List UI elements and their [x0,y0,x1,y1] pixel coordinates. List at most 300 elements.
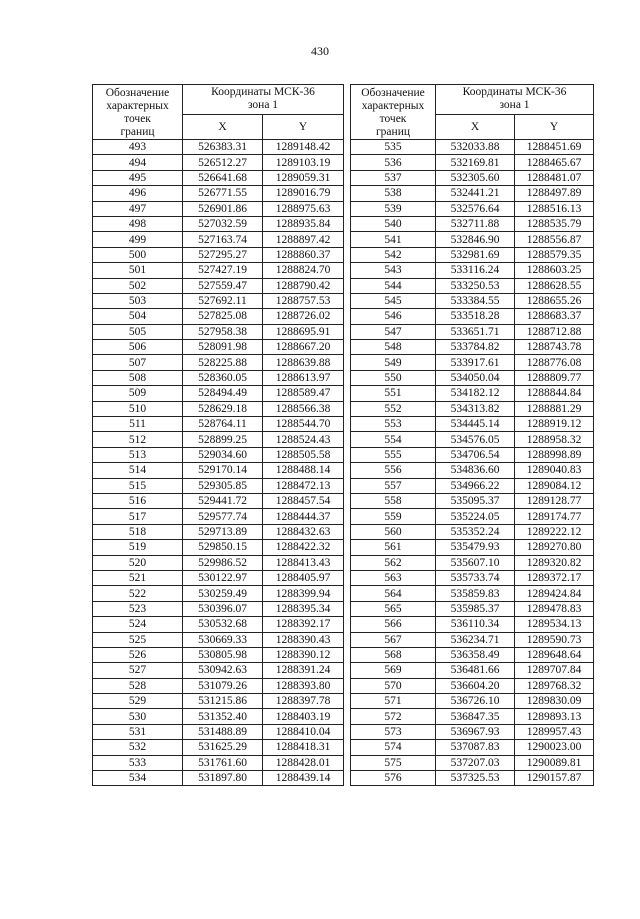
x-coordinate-cell: 530669.33 [183,632,263,647]
point-number-cell: 495 [93,170,183,185]
x-coordinate-cell: 526641.68 [183,170,263,185]
point-number-cell: 506 [93,340,183,355]
x-coordinate-cell: 536847.35 [436,709,515,724]
x-coordinate-cell: 535352.24 [436,524,515,539]
x-coordinate-cell: 532981.69 [436,247,515,262]
x-coordinate-cell: 535224.05 [436,509,515,524]
point-number-cell: 548 [351,340,436,355]
table-row [351,293,594,308]
x-coordinate-cell: 532169.81 [436,155,515,170]
x-coordinate-cell: 536726.10 [436,694,515,709]
table-row [93,755,344,770]
y-coordinate-cell: 1288628.55 [515,278,594,293]
x-coordinate-cell: 536234.71 [436,632,515,647]
point-number-cell: 537 [351,170,436,185]
x-coordinate-cell: 530942.63 [183,663,263,678]
y-coordinate-cell: 1288524.43 [263,432,344,447]
x-coordinate-cell: 527163.74 [183,232,263,247]
x-coordinate-cell: 526901.86 [183,201,263,216]
y-coordinate-cell: 1288613.97 [263,370,344,385]
table-row [351,140,594,155]
table-row [93,263,344,278]
table-row [93,293,344,308]
y-coordinate-cell: 1288655.26 [515,293,594,308]
point-label-header: Обозначение характерных точек границ [93,85,183,140]
x-coordinate-cell: 534445.14 [436,417,515,432]
table-row [351,355,594,370]
table-row [351,263,594,278]
x-coordinate-cell: 529850.15 [183,540,263,555]
table-row [351,709,594,724]
y-coordinate-cell: 1288465.67 [515,155,594,170]
point-number-cell: 502 [93,278,183,293]
table-row [351,432,594,447]
point-number-cell: 571 [351,694,436,709]
y-coordinate-cell: 1288418.31 [263,740,344,755]
table-row [93,740,344,755]
table-row [93,724,344,739]
x-coordinate-cell: 536110.34 [436,617,515,632]
x-coordinate-cell: 528764.11 [183,417,263,432]
point-number-cell: 509 [93,386,183,401]
table-row [93,570,344,585]
coordinates-header: Координаты МСК-36 зона 1 [436,85,594,115]
point-number-cell: 512 [93,432,183,447]
table-row [93,632,344,647]
x-coordinate-cell: 531215.86 [183,694,263,709]
x-coordinate-cell: 529713.89 [183,524,263,539]
point-number-cell: 533 [93,755,183,770]
y-coordinate-cell: 1288472.13 [263,478,344,493]
x-coordinate-cell: 534836.60 [436,463,515,478]
point-number-cell: 574 [351,740,436,755]
x-coordinate-cell: 529441.72 [183,493,263,508]
point-number-cell: 575 [351,755,436,770]
point-number-cell: 535 [351,140,436,155]
table-row [93,509,344,524]
point-number-cell: 505 [93,324,183,339]
x-coordinate-cell: 532441.21 [436,186,515,201]
x-coordinate-cell: 528225.88 [183,355,263,370]
x-header: X [183,114,263,139]
y-coordinate-cell: 1289103.19 [263,155,344,170]
point-number-cell: 496 [93,186,183,201]
point-number-cell: 539 [351,201,436,216]
table-row [93,771,344,786]
y-coordinate-cell: 1288390.43 [263,632,344,647]
table-row [351,601,594,616]
x-coordinate-cell: 535733.74 [436,570,515,585]
x-coordinate-cell: 530122.97 [183,570,263,585]
table-row [93,493,344,508]
y-coordinate-cell: 1288919.12 [515,417,594,432]
y-coordinate-cell: 1288603.25 [515,263,594,278]
table-row [351,386,594,401]
point-number-cell: 542 [351,247,436,262]
y-coordinate-cell: 1288935.84 [263,216,344,231]
y-coordinate-cell: 1288397.78 [263,694,344,709]
x-coordinate-cell: 531761.60 [183,755,263,770]
y-coordinate-cell: 1288410.04 [263,724,344,739]
point-number-cell: 507 [93,355,183,370]
y-coordinate-cell: 1288497.89 [515,186,594,201]
x-coordinate-cell: 531625.29 [183,740,263,755]
y-coordinate-cell: 1288399.94 [263,586,344,601]
x-coordinate-cell: 526383.31 [183,140,263,155]
y-header: Y [263,114,344,139]
y-coordinate-cell: 1289174.77 [515,509,594,524]
x-coordinate-cell: 528360.05 [183,370,263,385]
point-number-cell: 494 [93,155,183,170]
y-coordinate-cell: 1288695.91 [263,324,344,339]
table-row [93,601,344,616]
point-number-cell: 515 [93,478,183,493]
table-row [93,417,344,432]
table-row [93,232,344,247]
y-coordinate-cell: 1288881.29 [515,401,594,416]
x-coordinate-cell: 535479.93 [436,540,515,555]
y-coordinate-cell: 1288743.78 [515,340,594,355]
x-coordinate-cell: 536358.49 [436,647,515,662]
point-number-cell: 561 [351,540,436,555]
point-number-cell: 557 [351,478,436,493]
point-number-cell: 543 [351,263,436,278]
table-row [93,278,344,293]
x-coordinate-cell: 533518.28 [436,309,515,324]
table-row [351,617,594,632]
point-number-cell: 565 [351,601,436,616]
y-coordinate-cell: 1288516.13 [515,201,594,216]
x-coordinate-cell: 531897.80 [183,771,263,786]
y-coordinate-cell: 1289320.82 [515,555,594,570]
table-row [93,370,344,385]
table-row [93,555,344,570]
table-row [93,524,344,539]
point-number-cell: 541 [351,232,436,247]
point-number-cell: 501 [93,263,183,278]
x-coordinate-cell: 532305.60 [436,170,515,185]
x-coordinate-cell: 530532.68 [183,617,263,632]
y-coordinate-cell: 1288413.43 [263,555,344,570]
x-coordinate-cell: 533784.82 [436,340,515,355]
point-number-cell: 522 [93,586,183,601]
table-row [93,324,344,339]
x-coordinate-cell: 527692.11 [183,293,263,308]
table-row [93,140,344,155]
y-coordinate-cell: 1288683.37 [515,309,594,324]
table-row [351,724,594,739]
x-coordinate-cell: 531488.89 [183,724,263,739]
x-coordinate-cell: 529577.74 [183,509,263,524]
point-number-cell: 567 [351,632,436,647]
point-number-cell: 514 [93,463,183,478]
x-coordinate-cell: 534050.04 [436,370,515,385]
point-number-cell: 544 [351,278,436,293]
table-row [351,632,594,647]
table-row [351,663,594,678]
x-coordinate-cell: 532576.64 [436,201,515,216]
table-row [351,278,594,293]
y-coordinate-cell: 1288790.42 [263,278,344,293]
y-coordinate-cell: 1289534.13 [515,617,594,632]
y-coordinate-cell: 1288958.32 [515,432,594,447]
table-row [351,340,594,355]
x-coordinate-cell: 534966.22 [436,478,515,493]
table-row [93,401,344,416]
point-number-cell: 556 [351,463,436,478]
x-coordinate-cell: 527958.38 [183,324,263,339]
x-coordinate-cell: 527825.08 [183,309,263,324]
table-row [93,694,344,709]
point-number-cell: 546 [351,309,436,324]
point-number-cell: 521 [93,570,183,585]
y-coordinate-cell: 1289590.73 [515,632,594,647]
x-coordinate-cell: 534706.54 [436,447,515,462]
x-coordinate-cell: 535607.10 [436,555,515,570]
point-number-cell: 566 [351,617,436,632]
y-coordinate-cell: 1289478.83 [515,601,594,616]
y-coordinate-cell: 1290023.00 [515,740,594,755]
x-coordinate-cell: 527559.47 [183,278,263,293]
table-row [93,463,344,478]
x-coordinate-cell: 527032.59 [183,216,263,231]
x-coordinate-cell: 534313.82 [436,401,515,416]
table-row [351,570,594,585]
table-row [93,478,344,493]
y-coordinate-cell: 1288712.88 [515,324,594,339]
y-coordinate-cell: 1288726.02 [263,309,344,324]
y-coordinate-cell: 1289084.12 [515,478,594,493]
point-number-cell: 498 [93,216,183,231]
point-number-cell: 528 [93,678,183,693]
y-coordinate-cell: 1288556.87 [515,232,594,247]
point-number-cell: 527 [93,663,183,678]
table-row [351,463,594,478]
table-row [351,478,594,493]
point-number-cell: 563 [351,570,436,585]
table-row [93,386,344,401]
table-row [351,771,594,786]
table-row [351,417,594,432]
y-coordinate-cell: 1289372.17 [515,570,594,585]
table-row [93,340,344,355]
y-coordinate-cell: 1289016.79 [263,186,344,201]
x-coordinate-cell: 535859.83 [436,586,515,601]
y-coordinate-cell: 1290157.87 [515,771,594,786]
y-coordinate-cell: 1288481.07 [515,170,594,185]
point-number-cell: 530 [93,709,183,724]
point-number-cell: 520 [93,555,183,570]
point-number-cell: 553 [351,417,436,432]
coordinates-table-right [350,84,594,786]
table-row [93,216,344,231]
y-coordinate-cell: 1288428.01 [263,755,344,770]
point-number-cell: 545 [351,293,436,308]
y-coordinate-cell: 1288451.69 [515,140,594,155]
page-number: 430 [311,44,329,58]
point-number-cell: 511 [93,417,183,432]
table-row [351,647,594,662]
point-number-cell: 536 [351,155,436,170]
y-coordinate-cell: 1289648.64 [515,647,594,662]
table-row [93,540,344,555]
point-number-cell: 508 [93,370,183,385]
x-coordinate-cell: 533651.71 [436,324,515,339]
table-row [93,247,344,262]
table-row [93,586,344,601]
table-row [93,170,344,185]
y-coordinate-cell: 1288535.79 [515,216,594,231]
x-coordinate-cell: 536481.66 [436,663,515,678]
coordinates-table-left [92,84,344,786]
x-coordinate-cell: 532033.88 [436,140,515,155]
table-row [351,694,594,709]
x-coordinate-cell: 528091.98 [183,340,263,355]
point-number-cell: 547 [351,324,436,339]
table-row [351,740,594,755]
table-row [93,309,344,324]
table-row [351,586,594,601]
point-number-cell: 534 [93,771,183,786]
y-coordinate-cell: 1288395.34 [263,601,344,616]
point-number-cell: 559 [351,509,436,524]
x-coordinate-cell: 529986.52 [183,555,263,570]
x-coordinate-cell: 534182.12 [436,386,515,401]
point-number-cell: 513 [93,447,183,462]
x-coordinate-cell: 530805.98 [183,647,263,662]
x-coordinate-cell: 531352.40 [183,709,263,724]
y-coordinate-cell: 1288975.63 [263,201,344,216]
x-coordinate-cell: 533917.61 [436,355,515,370]
table-row [351,509,594,524]
point-number-cell: 538 [351,186,436,201]
y-coordinate-cell: 1288439.14 [263,771,344,786]
y-coordinate-cell: 1288457.54 [263,493,344,508]
point-number-cell: 517 [93,509,183,524]
table-body [351,140,594,786]
x-coordinate-cell: 537207.03 [436,755,515,770]
point-number-cell: 493 [93,140,183,155]
point-number-cell: 531 [93,724,183,739]
y-coordinate-cell: 1288544.70 [263,417,344,432]
point-number-cell: 503 [93,293,183,308]
x-coordinate-cell: 536967.93 [436,724,515,739]
y-coordinate-cell: 1290089.81 [515,755,594,770]
point-number-cell: 569 [351,663,436,678]
point-number-cell: 504 [93,309,183,324]
x-coordinate-cell: 534576.05 [436,432,515,447]
y-coordinate-cell: 1288860.37 [263,247,344,262]
y-coordinate-cell: 1289128.77 [515,493,594,508]
table-row [351,755,594,770]
x-coordinate-cell: 527295.27 [183,247,263,262]
x-coordinate-cell: 533116.24 [436,263,515,278]
point-number-cell: 532 [93,740,183,755]
point-number-cell: 562 [351,555,436,570]
point-number-cell: 568 [351,647,436,662]
point-number-cell: 570 [351,678,436,693]
y-header: Y [515,114,594,139]
table-row [93,355,344,370]
y-coordinate-cell: 1289830.09 [515,694,594,709]
x-coordinate-cell: 535985.37 [436,601,515,616]
coordinates-header: Координаты МСК-36 зона 1 [183,85,344,115]
point-number-cell: 525 [93,632,183,647]
table-row [351,678,594,693]
point-number-cell: 540 [351,216,436,231]
y-coordinate-cell: 1289707.84 [515,663,594,678]
point-number-cell: 500 [93,247,183,262]
y-coordinate-cell: 1288393.80 [263,678,344,693]
y-coordinate-cell: 1289768.32 [515,678,594,693]
x-coordinate-cell: 527427.19 [183,263,263,278]
point-number-cell: 510 [93,401,183,416]
y-coordinate-cell: 1288488.14 [263,463,344,478]
table-row [93,186,344,201]
table-row [93,432,344,447]
table-row [93,447,344,462]
y-coordinate-cell: 1288757.53 [263,293,344,308]
y-coordinate-cell: 1288566.38 [263,401,344,416]
y-coordinate-cell: 1289270.80 [515,540,594,555]
point-number-cell: 551 [351,386,436,401]
y-coordinate-cell: 1288405.97 [263,570,344,585]
point-number-cell: 552 [351,401,436,416]
x-coordinate-cell: 528899.25 [183,432,263,447]
x-coordinate-cell: 530396.07 [183,601,263,616]
point-number-cell: 499 [93,232,183,247]
table-row [93,678,344,693]
point-number-cell: 524 [93,617,183,632]
table-row [351,201,594,216]
point-number-cell: 572 [351,709,436,724]
x-coordinate-cell: 533250.53 [436,278,515,293]
table-row [93,201,344,216]
point-label-header: Обозначение характерных точек границ [351,85,436,140]
y-coordinate-cell: 1289040.83 [515,463,594,478]
point-number-cell: 497 [93,201,183,216]
x-coordinate-cell: 532846.90 [436,232,515,247]
y-coordinate-cell: 1288998.89 [515,447,594,462]
x-coordinate-cell: 537087.83 [436,740,515,755]
y-coordinate-cell: 1288390.12 [263,647,344,662]
x-coordinate-cell: 526771.55 [183,186,263,201]
y-coordinate-cell: 1289957.43 [515,724,594,739]
x-coordinate-cell: 530259.49 [183,586,263,601]
table-row [351,540,594,555]
table-row [93,663,344,678]
table-row [93,617,344,632]
table-row [351,370,594,385]
point-number-cell: 576 [351,771,436,786]
y-coordinate-cell: 1288667.20 [263,340,344,355]
y-coordinate-cell: 1288897.42 [263,232,344,247]
y-coordinate-cell: 1288579.35 [515,247,594,262]
y-coordinate-cell: 1288505.58 [263,447,344,462]
x-coordinate-cell: 532711.88 [436,216,515,231]
table-row [93,647,344,662]
point-number-cell: 555 [351,447,436,462]
point-number-cell: 573 [351,724,436,739]
y-coordinate-cell: 1288589.47 [263,386,344,401]
y-coordinate-cell: 1288391.24 [263,663,344,678]
table-row [351,170,594,185]
x-coordinate-cell: 535095.37 [436,493,515,508]
y-coordinate-cell: 1288776.08 [515,355,594,370]
point-number-cell: 526 [93,647,183,662]
y-coordinate-cell: 1288824.70 [263,263,344,278]
y-coordinate-cell: 1289148.42 [263,140,344,155]
